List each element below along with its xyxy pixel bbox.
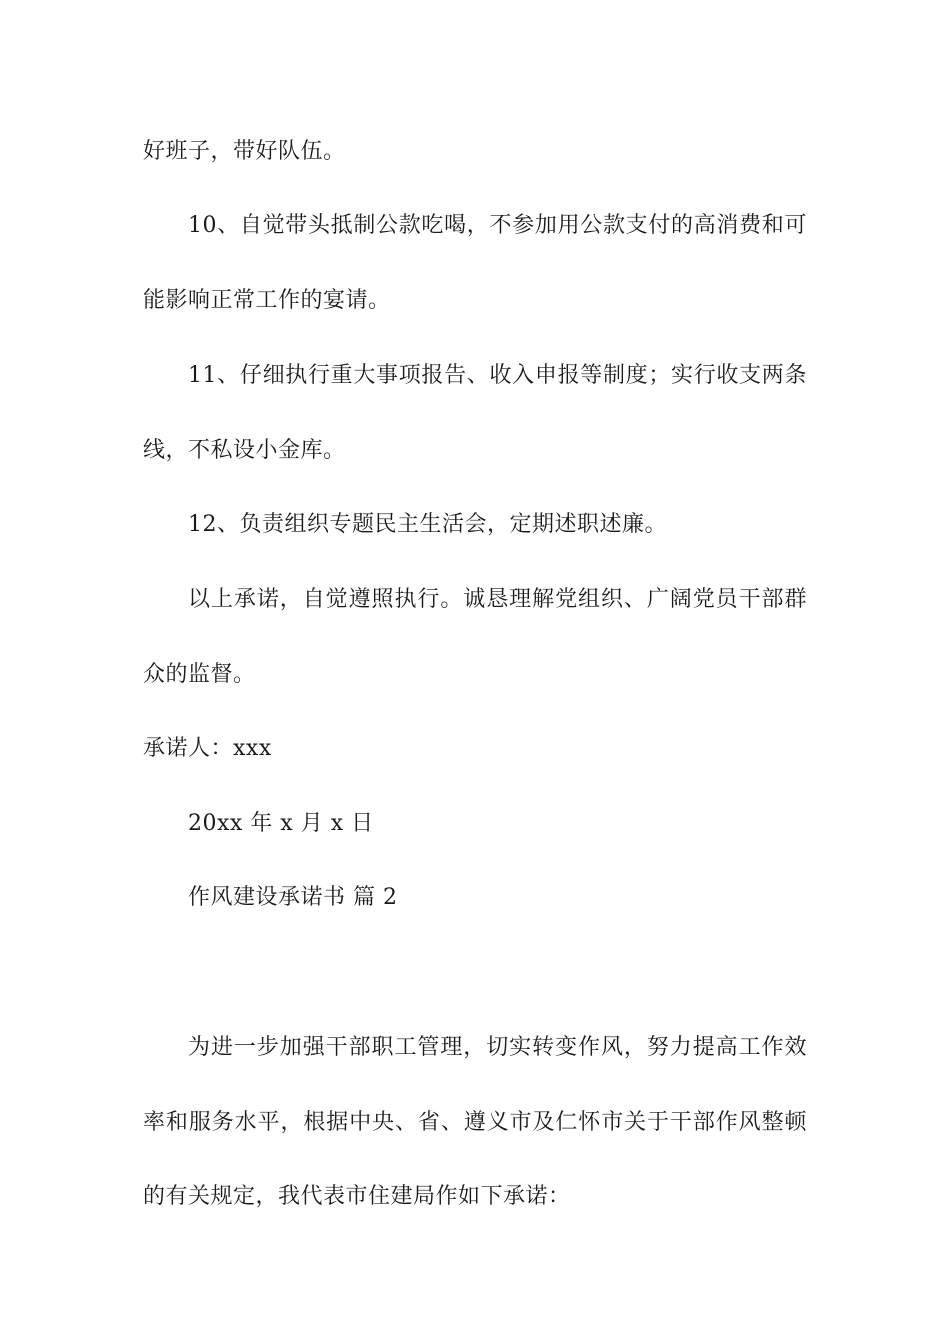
paragraph-line: 以上承诺，自觉遵照执行。诚恳理解党组织、广阔党员干部群 (188, 587, 807, 612)
paragraph-line: 的有关规定，我代表市住建局作如下承诺： (143, 1184, 571, 1209)
signatory-line: 承诺人：xxx (143, 736, 272, 761)
paragraph-line: 好班子，带好队伍。 (143, 139, 346, 164)
paragraph-line: 11、仔细执行重大事项报告、收入申报等制度；实行收支两条 (188, 363, 807, 388)
paragraph-line: 率和服务水平，根据中央、省、遵义市及仁怀市关于干部作风整顿 (143, 1110, 807, 1135)
section-heading: 作风建设承诺书 篇 2 (188, 885, 398, 910)
paragraph-line: 能影响正常工作的宴请。 (143, 288, 391, 313)
paragraph-line: 为进一步加强干部职工管理，切实转变作风，努力提高工作效 (188, 1035, 807, 1060)
paragraph-line: 12、负责组织专题民主生活会，定期述职述廉。 (188, 512, 667, 537)
paragraph-line: 众的监督。 (143, 662, 256, 687)
date-line: 20xx 年 x 月 x 日 (188, 811, 374, 836)
paragraph-line: 线，不私设小金库。 (143, 438, 346, 463)
paragraph-line: 10、自觉带头抵制公款吃喝，不参加用公款支付的高消费和可 (188, 213, 807, 238)
